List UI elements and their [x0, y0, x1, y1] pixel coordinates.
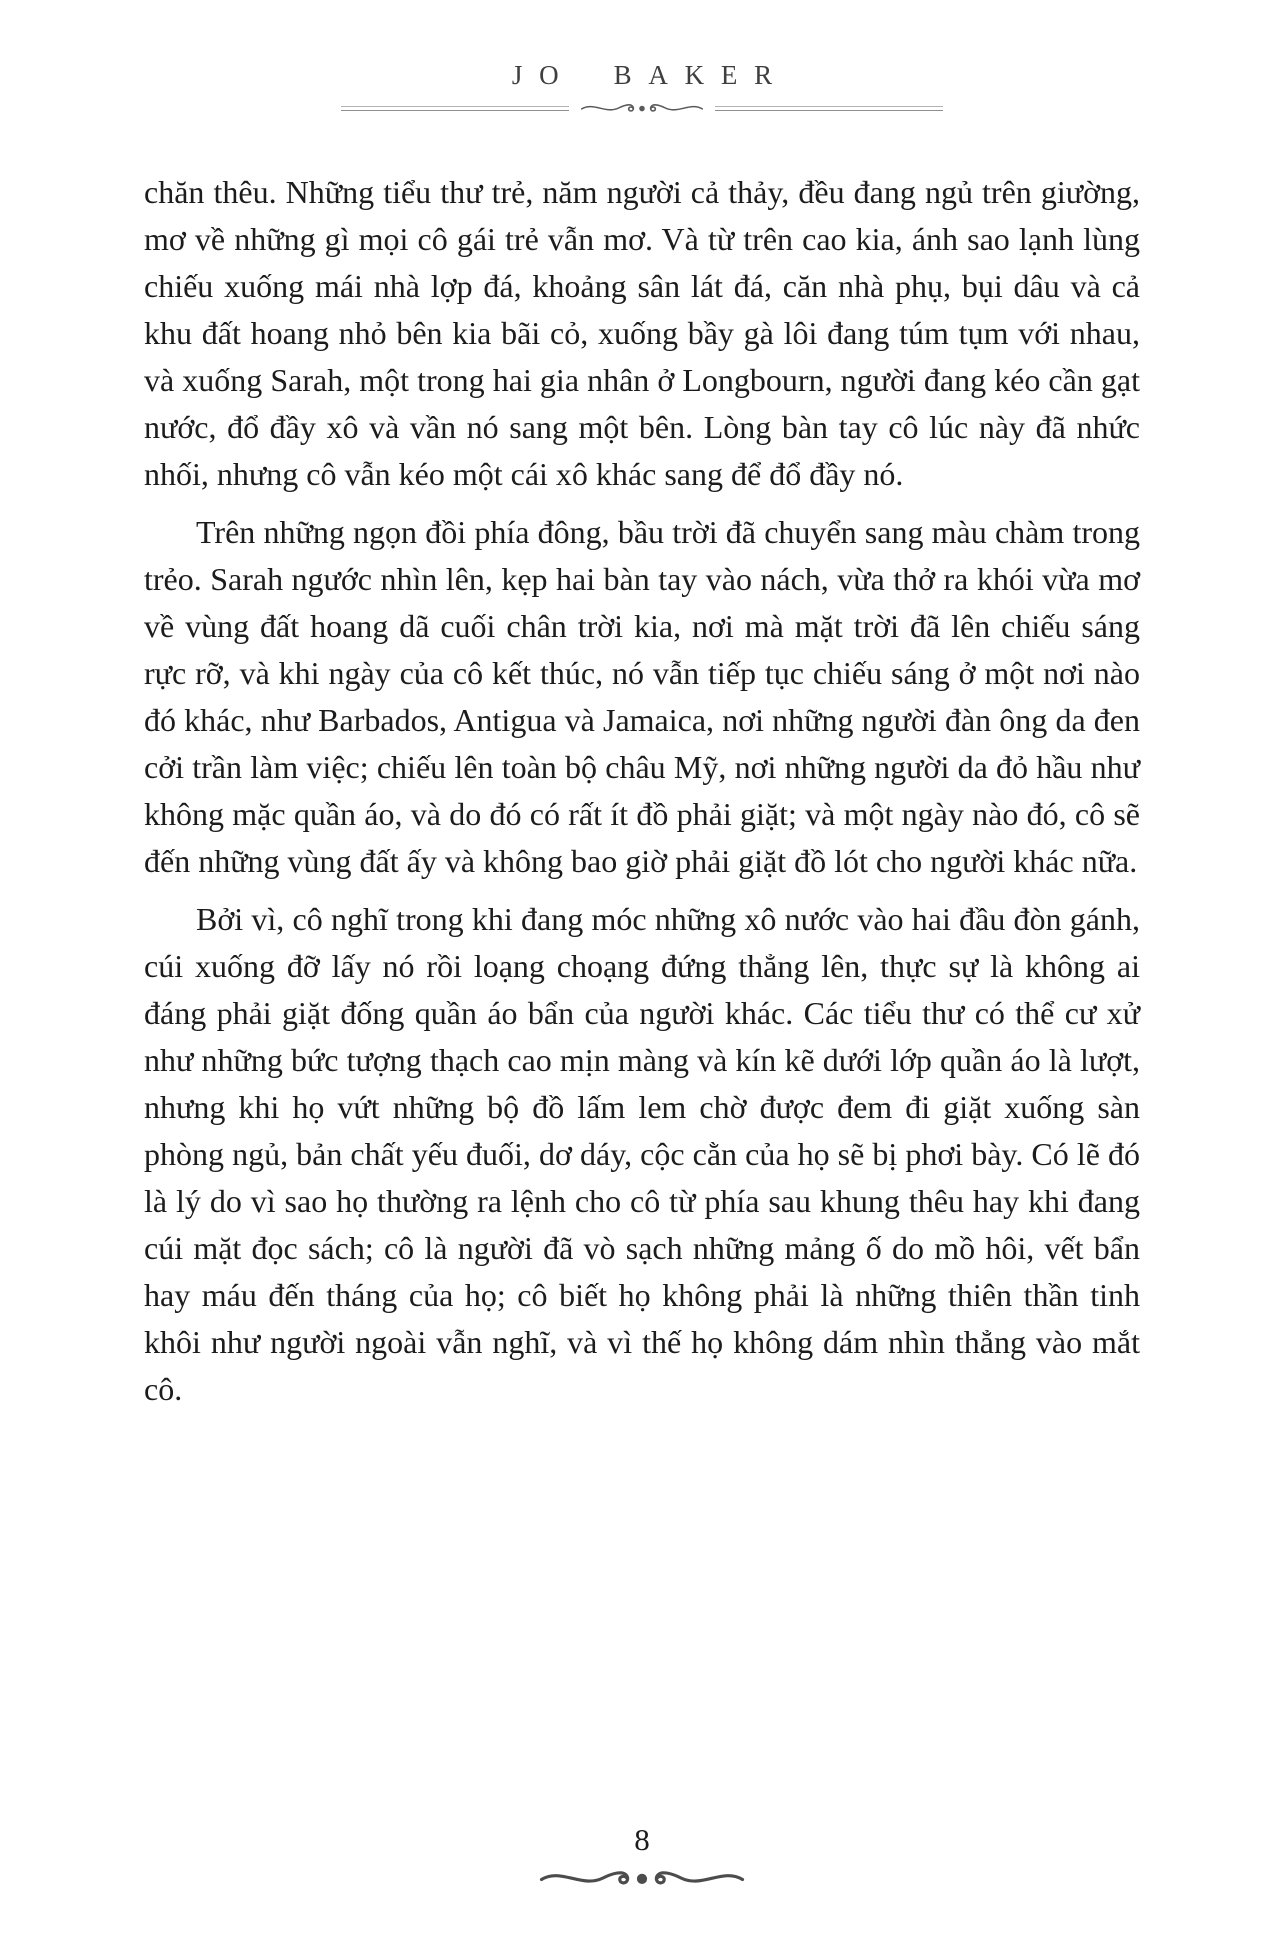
header-divider [0, 97, 1284, 119]
paragraph: chăn thêu. Những tiểu thư trẻ, năm người cả thảy, đều đang ngủ trên giường, mơ về những gì mọi cô gái trẻ vẫn mơ. Và từ trên cao kia, ánh sao lạnh lùng chiếu xuống mái nhà lợp đá, khoảng sân lát đá, căn nhà phụ, bụi dâu và cả khu đất hoang nhỏ bên kia bãi cỏ, xuống bầy gà lôi đang túm tụm với nhau, và xuống Sarah, một trong hai gia nhân ở Longbourn, người đang kéo cần gạt nước, đổ đầy xô và vần nó sang một bên. Lòng bàn tay cô lúc này đã nhức nhối, nhưng cô vẫn kéo một cái xô khác sang để đổ đầy nó. [144, 174, 1140, 492]
divider-line-right [715, 106, 943, 111]
paragraph: Trên những ngọn đồi phía đông, bầu trời đã chuyển sang màu chàm trong trẻo. Sarah ngước nhìn lên, kẹp hai bàn tay vào nách, vừa thở ra khói vừa mơ về vùng đất hoang dã cuối chân trời kia, nơi mà mặt trời đã lên chiếu sáng rực rỡ, và khi ngày của cô kết thúc, nó vẫn tiếp tục chiếu sáng ở một nơi nào đó khác, như Barbados, Antigua và Jamaica, nơi những người đàn ông da đen cởi trần làm việc; chiếu lên toàn bộ châu Mỹ, nơi những người da đỏ hầu như không mặc quần áo, và do đó có rất ít đồ phải giặt; và một ngày nào đó, cô sẽ đến những vùng đất ấy và không bao giờ phải giặt đồ lót cho người khác nữa. [144, 514, 1140, 879]
swirl-dot-swirl-icon [579, 97, 705, 119]
author-name: JO BAKER [511, 60, 789, 90]
page-footer [0, 1822, 1284, 1896]
paragraph: Bởi vì, cô nghĩ trong khi đang móc những xô nước vào hai đầu đòn gánh, cúi xuống đỡ lấy nó rồi loạng choạng đứng thẳng lên, thực sự là không ai đáng phải giặt đống quần áo bẩn của người khác. Các tiểu thư có thể cư xử như những bức tượng thạch cao mịn màng và kín kẽ dưới lớp quần áo là lượt, nhưng khi họ vứt những bộ đồ lấm lem chờ được đem đi giặt xuống sàn phòng ngủ, bản chất yếu đuối, dơ dáy, cộc cằn của họ sẽ bị phơi bày. Có lẽ đó là lý do vì sao họ thường ra lệnh cho cô từ phía sau khung thêu hay khi đang cúi mặt đọc sách; cô là người đã vò sạch những mảng ố do mồ hôi, vết bẩn hay máu đến tháng của họ; cô biết họ không phải là những thiên thần tinh khôi như người ngoài vẫn nghĩ, và vì thế họ không dám nhìn thẳng vào mắt cô. [144, 901, 1140, 1407]
page-body [144, 169, 1140, 1413]
divider-line-left [341, 106, 569, 111]
page-header [0, 0, 1284, 119]
page-number: 8 [634, 1822, 650, 1857]
swirl-dot-swirl-icon [536, 1860, 748, 1896]
